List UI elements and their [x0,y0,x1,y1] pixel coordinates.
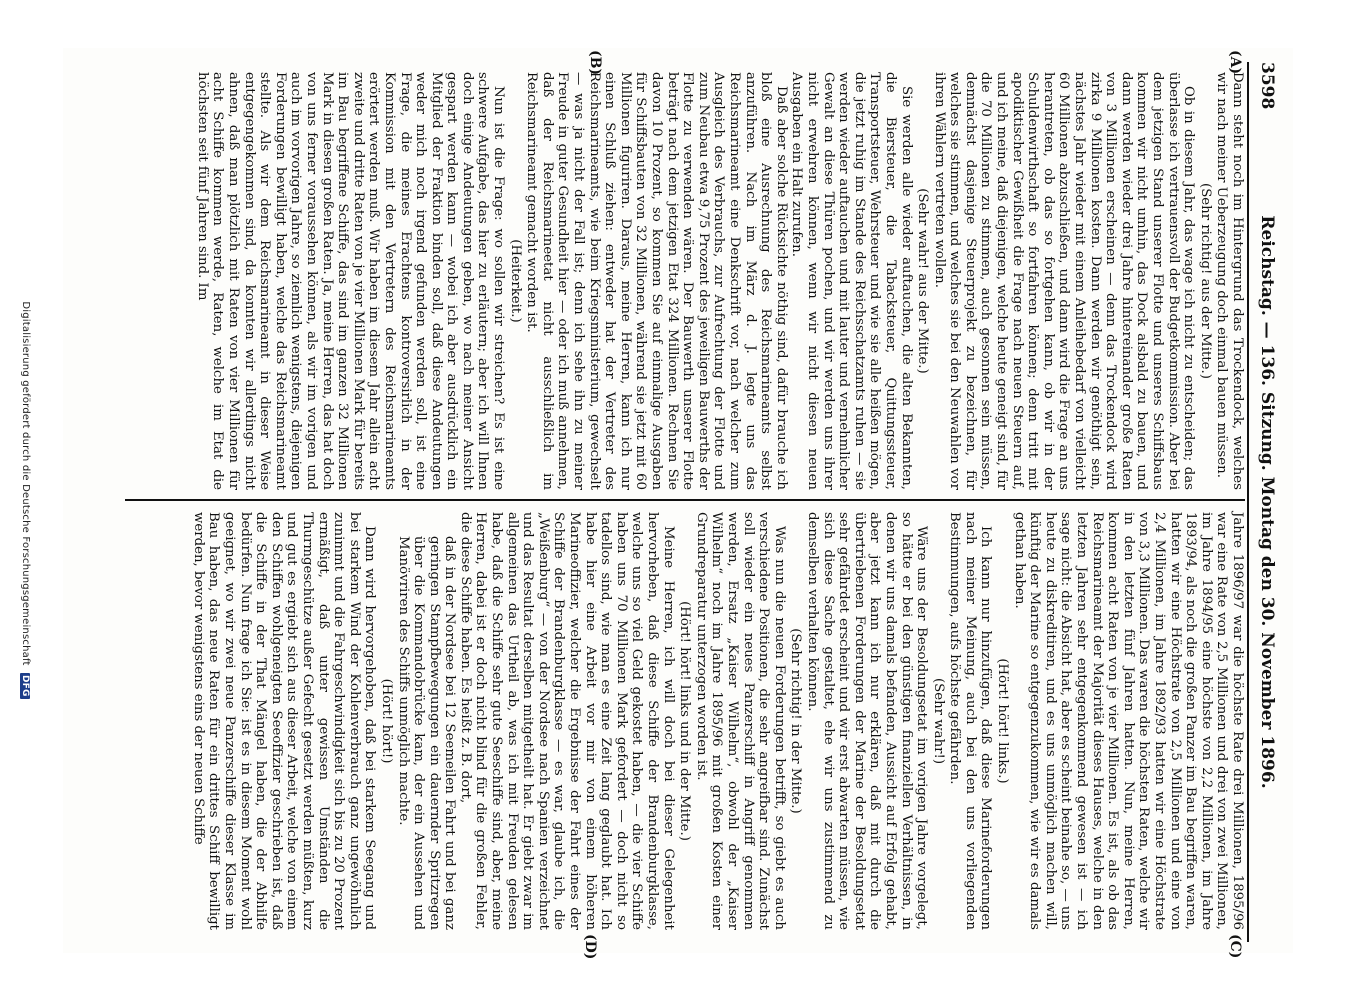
margin-marker-d: (D) [582,934,598,960]
dfg-logo: DFG [20,675,30,697]
paragraph: Ich kann nur hinzufügen, daß diese Marineforderungen nach meiner Meinung, auch bei den uns vorliegenden Bestimmungen, aufs höchste gefährden. [947,512,994,930]
credit-text: Digitalisierung gefördert durch die Deutsche Forschungsgemeinschaft [20,301,31,666]
paragraph: Sie werden alle wieder auftauchen, die alten Bekannten, die Biersteuer, die Tabacksteuer, Quittungssteuer, Transportsteuer, Wehrsteuer und wie sie alle heißen mögen, die jetzt ruhig im Stande des Reichsschatzamts ruhen — sie werden wieder auftauchen und mit lauter und vernehmlicher Gewalt an diese Thüren pochen, und wir werden uns ihrer nicht erwehren können, wenn wir nicht diesen neuen Ausgaben ein Halt zurufen. [789,72,914,490]
paragraph: Meine Herren, ich will doch bei dieser Gelegenheit hervorheben, daß diese Schiffe der Brandenburgklasse, welche uns so viel Geld gekostet haben, — die vier Schiffe haben uns 70 Millionen Mark gefordert — doch nicht so tadellos sind, wie man es eine Zeit lang geglaubt hat. Ich habe hier eine Arbeit vor mir von einem höheren Marineoffizier, welcher die Ergebnisse der Fahrt eines der Schiffe der Brandenburgklasse — es war, glaube ich, die „Weißenburg“ — von der Nordsee nach Spanien verzeichnet und das Resultat derselben mitgetheilt hat. Er giebt zwar im allgemeinen das Urtheil ab, was ich mit Freuden gelesen habe, daß die Schiffe sehr gute Seeschiffe sind, aber, meine Herren, dabei ist er doch nicht blind für die großen Fehler, die diese Schiffe haben. Es heißt z. B. dort, [457,512,676,930]
margin-marker-c: (C) [1227,934,1243,959]
column-divider [125,499,1245,501]
interjection: (Sehr wahr! aus der Mitte.) [915,188,931,374]
left-column [194,72,1245,490]
interjection: (Hört! hört!) [378,678,394,764]
paragraph: Dann wird hervorgehoben, daß bei starkem Seegang und bei starkem Wind der Kohlenverbrauch ganz ungewöhnlich zunimmt und die Fahrgeschwindigkeit sich bis zu 20 Prozent ermäßigt, daß unter gewissen Umständen die Thurmgeschütze außer Gefecht gesetzt werden müßten, kurz und gut es ergiebt sich aus dieser Arbeit, welche von einem den Schiffen wohlgeneigten Seeoffizier geschrieben ist, daß die Schiffe in der That Mängel haben, die der Abhilfe bedürfen. Nun frage ich Sie: ist es in diesem Moment wohl geeignet, wo wir zwei neue Panzerschiffe dieser Klasse im Bau haben, das neue Raten für ein drittes Schiff bewilligt werden, bevor wenigstens eins der neuen Schiffe [190,512,378,930]
paragraph: Ob in diesem Jahr, das wage ich nicht zu entscheiden; das überlasse ich vertrauensvoll der Budgetkommission. Aber bei dem jetzigen Stand unserer Flotte und unseres Schiffsbaus kommen wir nicht umhin, das Dock alsbald zu bauen, und dann werden wieder drei Jahre hintereinander große Raten von 3 Millionen erscheinen — denn das Trockendock wird zirka 9 Millionen kosten. Dann werden wir genöthigt sein, nächstes Jahr wieder mit einem Anleihebedarf von vielleicht 60 Millionen abzuschließen, und dann wird die Frage an uns herantreten, ob das so fortgehen kann, ob wir in der Schuldenwirthschaft so fortfahren können; denn tritt mit apodiktischer Gewißheit die Frage nach neuen Steuern auf, und ich meine, daß diejenigen, welche heute geneigt sind, für die 70 Millionen zu stimmen, auch gesonnen sein müssen, demnächst dasjenige Steuerprojekt zu bezeichnen, für welches sie stimmen, und welches sie bei den Neuwahlen vor ihren Wählern vertreten wollen. [931,72,1197,491]
page-header [1251,62,1277,942]
paragraph: Was nun die neuen Forderungen betrifft, so giebt es auch verschiedene Positionen, die sehr angreifbar sind. Zunächst soll wieder ein neues Panzerschiff in Angriff genommen werden, Ersatz „Kaiser Wilhelm“, obwohl der „Kaiser Wilhelm“ noch im Jahre 1895/96 mit großen Kosten einer Grundreparatur unterzogen worden ist. [693,512,787,930]
block-quote: daß in der Nordsee bei 12 Seemeilen Fahrt und bei ganz geringen Stampfbewegungen ein dauernder Spritzregen über die Kommandobrücke kam, der ein Aussehen und Manövriren des Schiffs unmöglich machte. [395,536,458,930]
interjection: (Sehr richtig! aus der Mitte.) [1197,183,1213,379]
page-number: 3598 [1257,62,1277,110]
paragraph: Dann steht noch im Hintergrund das Trockendock, welches wir nach meiner Ueberzeugung doch einmal bauen müssen. [1214,72,1245,490]
interjection: (Sehr wahr!) [930,677,946,765]
interjection: (Heiterkeit.) [507,239,523,323]
header-rule [1247,62,1249,942]
paragraph: Wäre uns der Besoldungsetat im vorigen Jahre vorgelegt, so hätte er bei den günstigen finanziellen Verhältnissen, in denen wir uns damals befanden, Aussicht auf Erfolg gehabt, aber jetzt kann ich nur erklären, daß mit durch die übertriebenen Forderungen der Marine der Besoldungsetat sehr gefährdet erscheint und wir erst abwarten müssen, wie sich diese Sache gestaltet, ehe wir uns zustimmend zu demselben verhalten können. [804,512,930,930]
interjection: (Hört! hört! links und in der Mitte.) [677,601,693,841]
paragraph: Daß aber solche Rücksichte nöthig sind, dafür brauche ich bloß eine Ausrechnung des Reichsmarineamts selbst anzuführen. Nach im März d. J. legte uns das Reichsmarineamt eine Denkschrift vor, nach welcher zum Ausgleich des Verbrauchs, zur Aufrechtung der Flotte und zum Neubau etwa 9,75 Prozent des jeweiligen Bauwerths der Flotte zu verwenden wären. Der Bauwerth unserer Flotte beträgt nach dem jetzigen Etat 324 Millionen. Rechnen Sie davon 10 Prozent, so kommen Sie auf einmalige Ausgaben für Schiffsbauten von 32 Millionen, während sie jetzt mit 60 Millionen figuriren. Daraus, meine Herren, kann ich nur einen Schluß ziehen: entweder hat der Vertreter des Reichsmarineamts, wie beim Kriegsministerium, gewechselt — was ja nicht der Fall ist; denn ich sehe ihn zu meiner Freude in guter Gesundheit hier — oder ich muß annehmen, daß der Reichsmarineetat nicht ausschließlich im Reichsmarineamt gemacht worden ist. [524,72,789,490]
paragraph: Nun ist die Frage: wo sollen wir streichen? Es ist eine schwere Aufgabe, das hier zu erläutern; aber ich will Ihnen doch einige Andeutungen geben, wo nach meiner Ansicht gespart werden kann — wobei ich aber ausdrücklich ein Mitglied der Fraktion binden soll, daß diese Andeutungen weder mich noch irgend gefunden werden soll, ist eine Frage, die meines Erachtens kontroversirlich in der Kommission mit den Vertretern des Reichsmarineamts erörtert werden muß. Wir haben im diesem Jahr allein acht zweite und dritte Raten von je vier Millionen Mark für bereits im Bau begriffene Schiffe, das sind im ganzen 32 Millionen Mark in diesen großen Raten. Ja, meine Herren, das hat doch von uns ferner voraussehen können, als wir im vorigen und auch im vorvorigen Jahre, so ziemlich wenigstens, diejenigen Forderungen bewilligt haben, welche das Reichsmarineamt stellte. Als wir dem Reichsmarineamt in dieser Weise entgegengekommen sind, da konnten wir allerdings nicht ahnen, daß man plötzlich mit Raten von vier Millionen für acht Schiffe kommen werde, Raten, welche im Etat die höchsten seit fünf Jahren sind. Im [194,72,507,490]
interjection: (Hört! hört! links.) [995,658,1011,784]
page-title: Reichstag. — 136. Sitzung. Montag den 30. November 1896. [1257,215,1277,789]
margin-marker-b: (B) [587,50,603,76]
interjection: (Sehr richtig! in der Mitte.) [788,628,804,814]
paragraph: Jahre 1896/97 war die höchste Rate drei Millionen, 1895/96 war eine Rate von 2,5 Millionen und drei von zwei Millionen, im Jahre 1894/95 eine höchste von 2,2 Millionen, im Jahre 1893/94, als noch die großen Panzer im Bau begriffen waren, hatten wir eine Höchstrate von 2,5 Millionen und eine von 2,4 Millionen, im Jahre 1892/93 hatten wir eine Höchstrate von 3,3 Millionen. Das waren die höchsten Raten, welche wir in den letzten fünf Jahren hatten. Nun, meine Herren, kommen acht Raten von je vier Millionen. Es ist, als ob das Reichsmarineamt der Majorität dieses Hauses, welche in den letzten Jahren sehr entgegenkommend gewesen ist — ich sage nicht: die Absicht hat, aber es scheint beinahe so, — uns heute zu diskreditiren, und es uns unmöglich machen will, künftig der Marine so entgegenzukommen, wie wir es damals gethan haben. [1011,512,1245,930]
margin-marker-a: (A) [1227,50,1243,75]
right-column [190,512,1245,930]
digitization-credit [20,0,31,1000]
